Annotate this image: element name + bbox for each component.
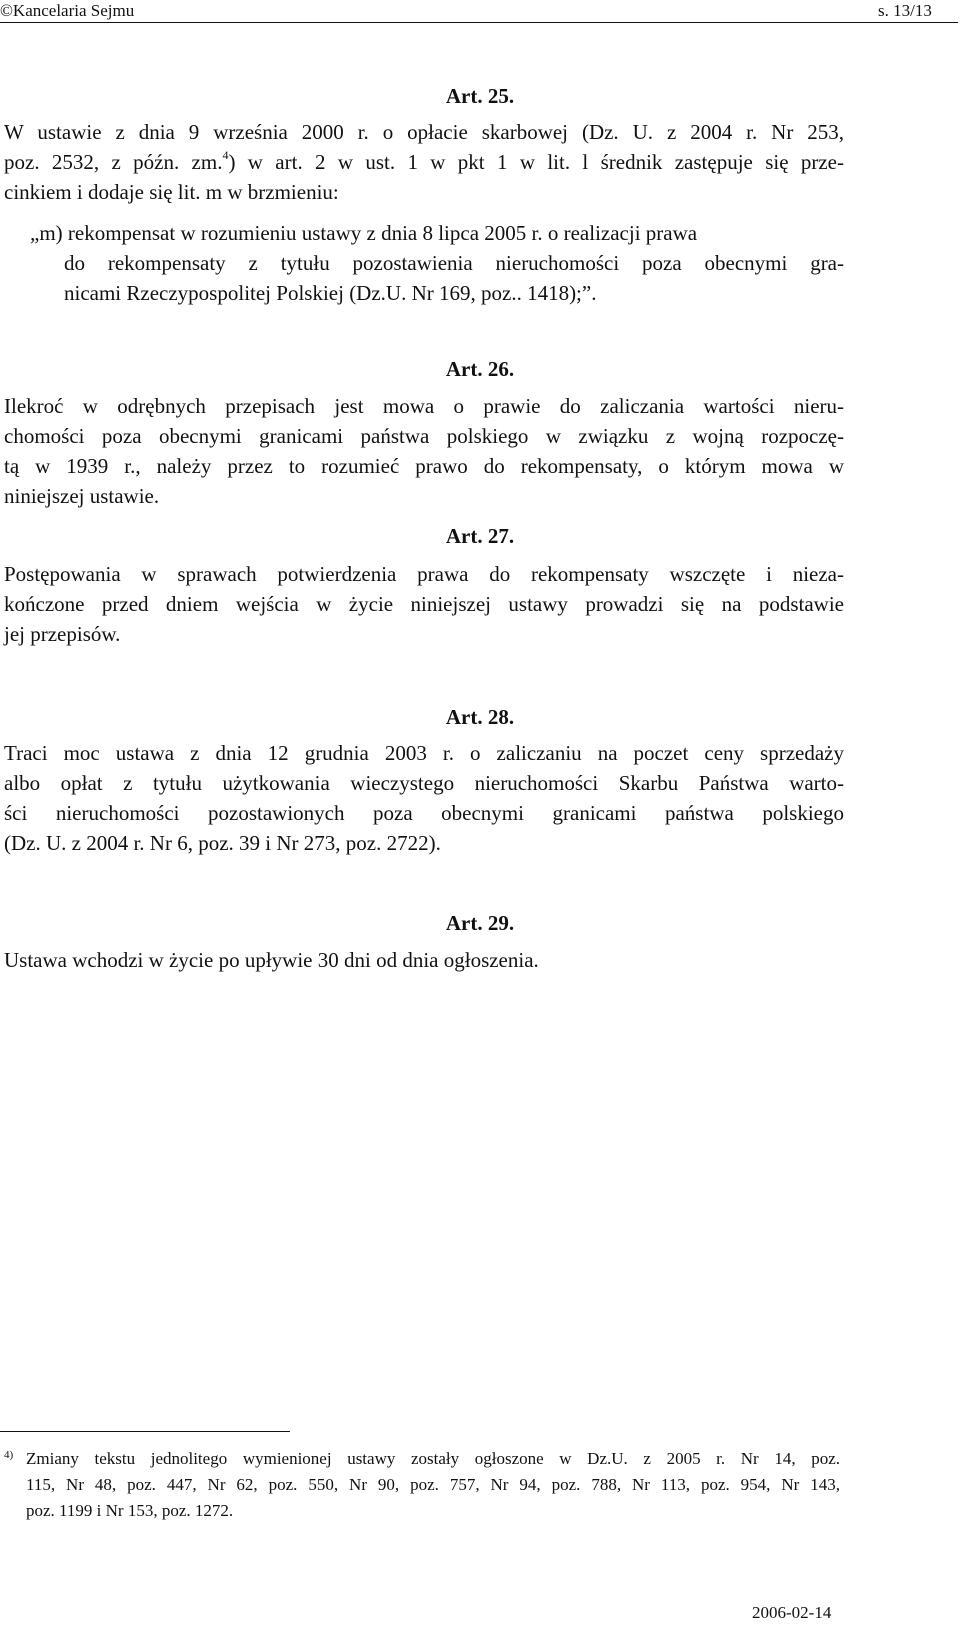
- article-28-line: (Dz. U. z 2004 r. Nr 6, poz. 39 i Nr 273, poz. 2722).: [4, 831, 441, 855]
- footnote-mark: 4): [4, 1449, 14, 1461]
- footer-date: 2006-02-14: [752, 1603, 832, 1622]
- article-27-heading: Art. 27.: [445, 524, 515, 548]
- header-publisher: ©Kancelaria Sejmu: [0, 1, 135, 20]
- article-25-line: W ustawie z dnia 9 września 2000 r. o opłacie skarbowej (Dz. U. z 2004 r. Nr 253,: [4, 120, 844, 144]
- article-27-line: Postępowania w sprawach potwierdzenia prawa do rekompensaty wszczęte i nieza-: [4, 562, 844, 586]
- article-26-line: niniejszej ustawie.: [4, 484, 160, 508]
- footnote-reference[interactable]: 4: [222, 148, 229, 162]
- quote-line: do rekompensaty z tytułu pozostawienia nieruchomości poza obecnymi gra-: [64, 251, 844, 275]
- article-27-line: jej przepisów.: [4, 622, 121, 646]
- quote-line: „m) rekompensat w rozumieniu ustawy z dnia 8 lipca 2005 r. o realizacji prawa: [30, 221, 698, 245]
- article-25-body: [4, 117, 844, 207]
- footnote-line: 115, Nr 48, poz. 447, Nr 62, poz. 550, Nr 90, poz. 757, Nr 94, poz. 788, Nr 113, poz. 954, Nr 143,: [26, 1475, 840, 1494]
- quote-line: nicami Rzeczypospolitej Polskiej (Dz.U. Nr 169, poz.. 1418);”.: [64, 281, 597, 305]
- article-27-line: kończone przed dniem wejścia w życie niniejszej ustawy prowadzi się na podstawie: [4, 592, 844, 616]
- article-28-heading: Art. 28.: [445, 705, 515, 729]
- article-26-line: tą w 1939 r., należy przez to rozumieć prawo do rekompensaty, o którym mowa w: [4, 454, 844, 478]
- article-29-heading: Art. 29.: [445, 911, 515, 935]
- article-28-line: albo opłat z tytułu użytkowania wieczystego nieruchomości Skarbu Państwa warto-: [4, 771, 844, 795]
- article-25-heading: Art. 25.: [445, 84, 515, 108]
- article-25-quoted-amendment: [30, 218, 844, 308]
- header-divider: [0, 22, 958, 23]
- article-29-line: Ustawa wchodzi w życie po upływie 30 dni od dnia ogłoszenia.: [4, 948, 539, 972]
- article-26-line: chomości poza obecnymi granicami państwa polskiego w związku z wojną rozpoczę-: [4, 424, 844, 448]
- article-26-line: Ilekroć w odrębnych przepisach jest mowa o prawie do zaliczania wartości nieru-: [4, 394, 844, 418]
- header-page-number: s. 13/13: [878, 1, 932, 20]
- article-26-body: [4, 391, 844, 511]
- article-25-line: cinkiem i dodaje się lit. m w brzmieniu:: [4, 180, 339, 204]
- article-27-body: [4, 559, 844, 649]
- footnote: [4, 1446, 840, 1524]
- article-28-line: ści nieruchomości pozostawionych poza obecnymi granicami państwa polskiego: [4, 801, 844, 825]
- article-26-heading: Art. 26.: [445, 357, 515, 381]
- article-25-line: poz. 2532, z późn. zm.$^4$) w art. 2 w ust. 1 w pkt 1 w lit. l średnik zastępuje się prze-: [4, 148, 844, 174]
- article-29-body: [4, 945, 844, 975]
- footnote-line: poz. 1199 i Nr 153, poz. 1272.: [26, 1501, 234, 1520]
- article-28-body: [4, 738, 844, 858]
- footnote-divider: [0, 1431, 290, 1432]
- footnote-line: Zmiany tekstu jednolitego wymienionej ustawy zostały ogłoszone w Dz.U. z 2005 r. Nr 14, poz.: [26, 1449, 840, 1468]
- article-28-line: Traci moc ustawa z dnia 12 grudnia 2003 r. o zaliczaniu na poczet ceny sprzedaży: [4, 741, 844, 765]
